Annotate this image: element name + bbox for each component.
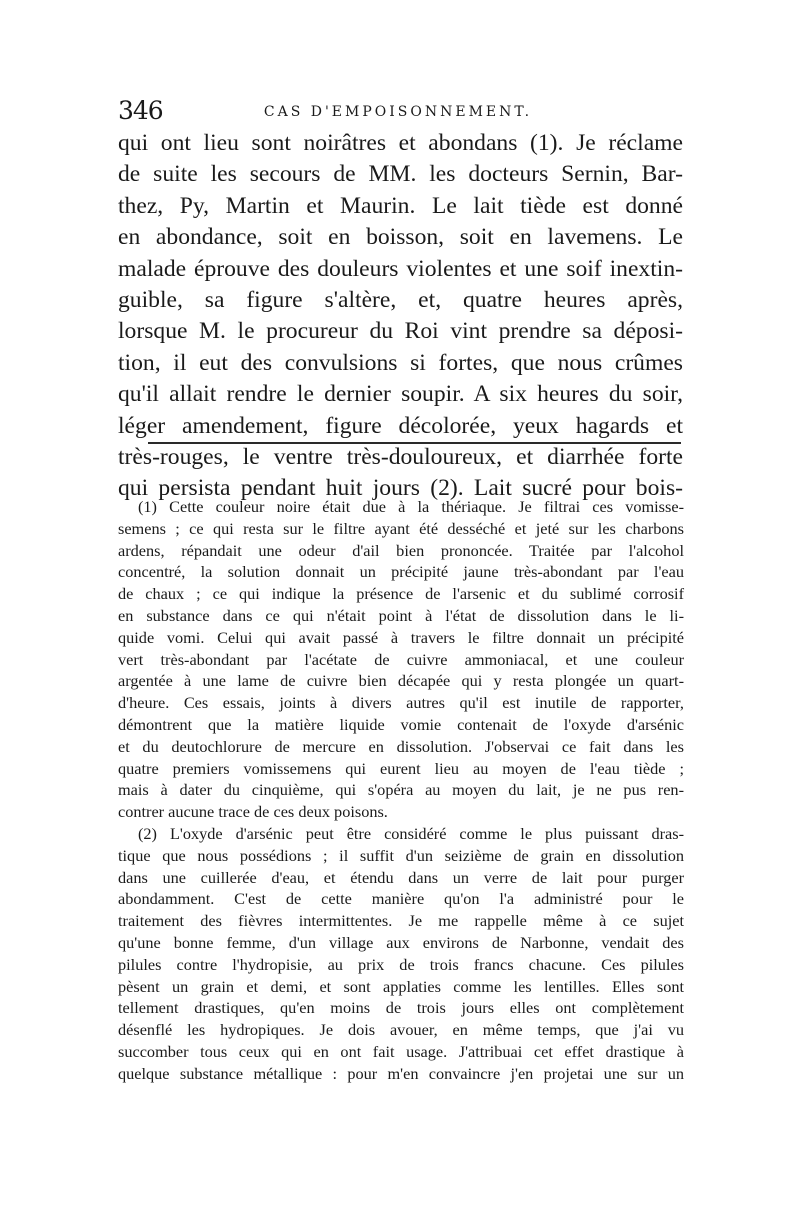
- footnote-separator: [148, 442, 681, 444]
- footnote-line: (2) L'oxyde d'arsénic peut être considéré comme le plus puissant dras-: [138, 823, 684, 843]
- footnote-line: (1) Cette couleur noire était due à la thériaque. Je filtrai ces vomisse-: [138, 497, 684, 516]
- text-line: lorsque M. le procureur du Roi vint prendre sa déposi-: [118, 318, 683, 345]
- text-line: qui persista pendant huit jours (2). Lait sucré pour bois-: [118, 475, 683, 502]
- footnote-line: semens ; ce qui resta sur le filtre ayant été desséché et jeté sur les charbons: [118, 518, 684, 538]
- footnote-line: tellement drastiques, qu'en moins de trois jours elles ont complètement: [118, 998, 684, 1018]
- footnote-line: concentré, la solution donnait un précipité jaune très-abondant par l'eau: [118, 562, 684, 582]
- running-head: CAS D'EMPOISONNEMENT.: [263, 104, 533, 120]
- text-line: qui ont lieu sont noirâtres et abondans (1). Je réclame: [118, 130, 683, 156]
- footnote-line: quatre premiers vomissemens qui eurent lieu au moyen de l'eau tiède ;: [118, 758, 684, 778]
- text-line: guible, sa figure s'altère, et, quatre heures après,: [118, 286, 683, 313]
- text-line: très-rouges, le ventre très-douloureux, et diarrhée forte: [118, 443, 683, 470]
- footnote-line: d'heure. Ces essais, joints à divers autres qu'il est inutile de rapporter,: [118, 693, 684, 713]
- page-number: 346: [118, 96, 163, 125]
- footnote-line: traitement des fièvres intermittentes. Je me rappelle même à ce sujet: [118, 911, 684, 931]
- footnote-line: qu'une bonne femme, d'un village aux environs de Narbonne, vendait des: [118, 932, 684, 952]
- footnote-2: [118, 823, 684, 1085]
- text-line: de suite les secours de MM. les docteurs Sernin, Bar-: [118, 161, 683, 188]
- text-line: tion, il eut des convulsions si fortes, que nous crûmes: [118, 349, 683, 376]
- footnote-line: contrer aucune trace de ces deux poisons.: [118, 802, 388, 822]
- main-text: [118, 128, 683, 505]
- footnote-line: vert très-abondant par l'acétate de cuivre ammoniacal, et une couleur: [118, 649, 684, 669]
- footnote-line: pilules contre l'hydropisie, au prix de trois francs chacune. Ces pilules: [118, 954, 684, 974]
- footnote-line: ardens, répandait une odeur d'ail bien prononcée. Traitée par l'alcohol: [118, 540, 684, 560]
- footnotes: [118, 496, 684, 1085]
- footnote-line: succomber tous ceux qui en ont fait usage. J'attribuai cet effet drastique à: [118, 1041, 684, 1061]
- footnote-line: quelque substance métallique : pour m'en convaincre j'en projetai une sur un: [118, 1063, 684, 1083]
- footnote-line: de chaux ; ce qui indique la présence de l'arsenic et du sublimé corrosif: [118, 584, 684, 604]
- footnote-line: en substance dans ce qui n'était point à l'état de dissolution dans le li-: [118, 605, 684, 625]
- footnote-line: quide vomi. Celui qui avait passé à travers le filtre donnait un précipité: [118, 627, 684, 647]
- footnote-1: [118, 496, 684, 823]
- footnote-line: pèsent un grain et demi, et sont applaties comme les lentilles. Elles sont: [118, 976, 684, 996]
- footnote-line: abondamment. C'est de cette manière qu'on l'a administré pour le: [118, 889, 684, 909]
- text-line: thez, Py, Martin et Maurin. Le lait tiède est donné: [118, 192, 683, 219]
- footnote-line: désenflé les hydropiques. Je dois avouer, en même temps, que j'ai vu: [118, 1020, 684, 1040]
- footnote-line: démontrent que la matière liquide vomie contenait de l'oxyde d'arsénic: [118, 714, 684, 734]
- footnote-line: tique que nous possédions ; il suffit d'un seizième de grain en dissolution: [118, 845, 684, 865]
- page-header: [118, 96, 678, 126]
- text-line: en abondance, soit en boisson, soit en lavemens. Le: [118, 224, 683, 251]
- footnote-line: mais à dater du cinquième, qui s'opéra au moyen du lait, je ne pus ren-: [118, 780, 684, 800]
- footnote-line: dans une cuillerée d'eau, et étendu dans un verre de lait pour purger: [118, 867, 684, 887]
- footnote-line: argentée à une lame de cuivre bien décapée qui y resta plongée un quart-: [118, 671, 684, 691]
- text-line: qu'il allait rendre le dernier soupir. A six heures du soir,: [118, 381, 683, 408]
- footnote-line: et du deutochlorure de mercure en dissolution. J'observai ce fait dans les: [118, 736, 684, 756]
- text-line: malade éprouve des douleurs violentes et une soif inextin-: [118, 255, 683, 282]
- text-line: léger amendement, figure décolorée, yeux hagards et: [118, 412, 683, 439]
